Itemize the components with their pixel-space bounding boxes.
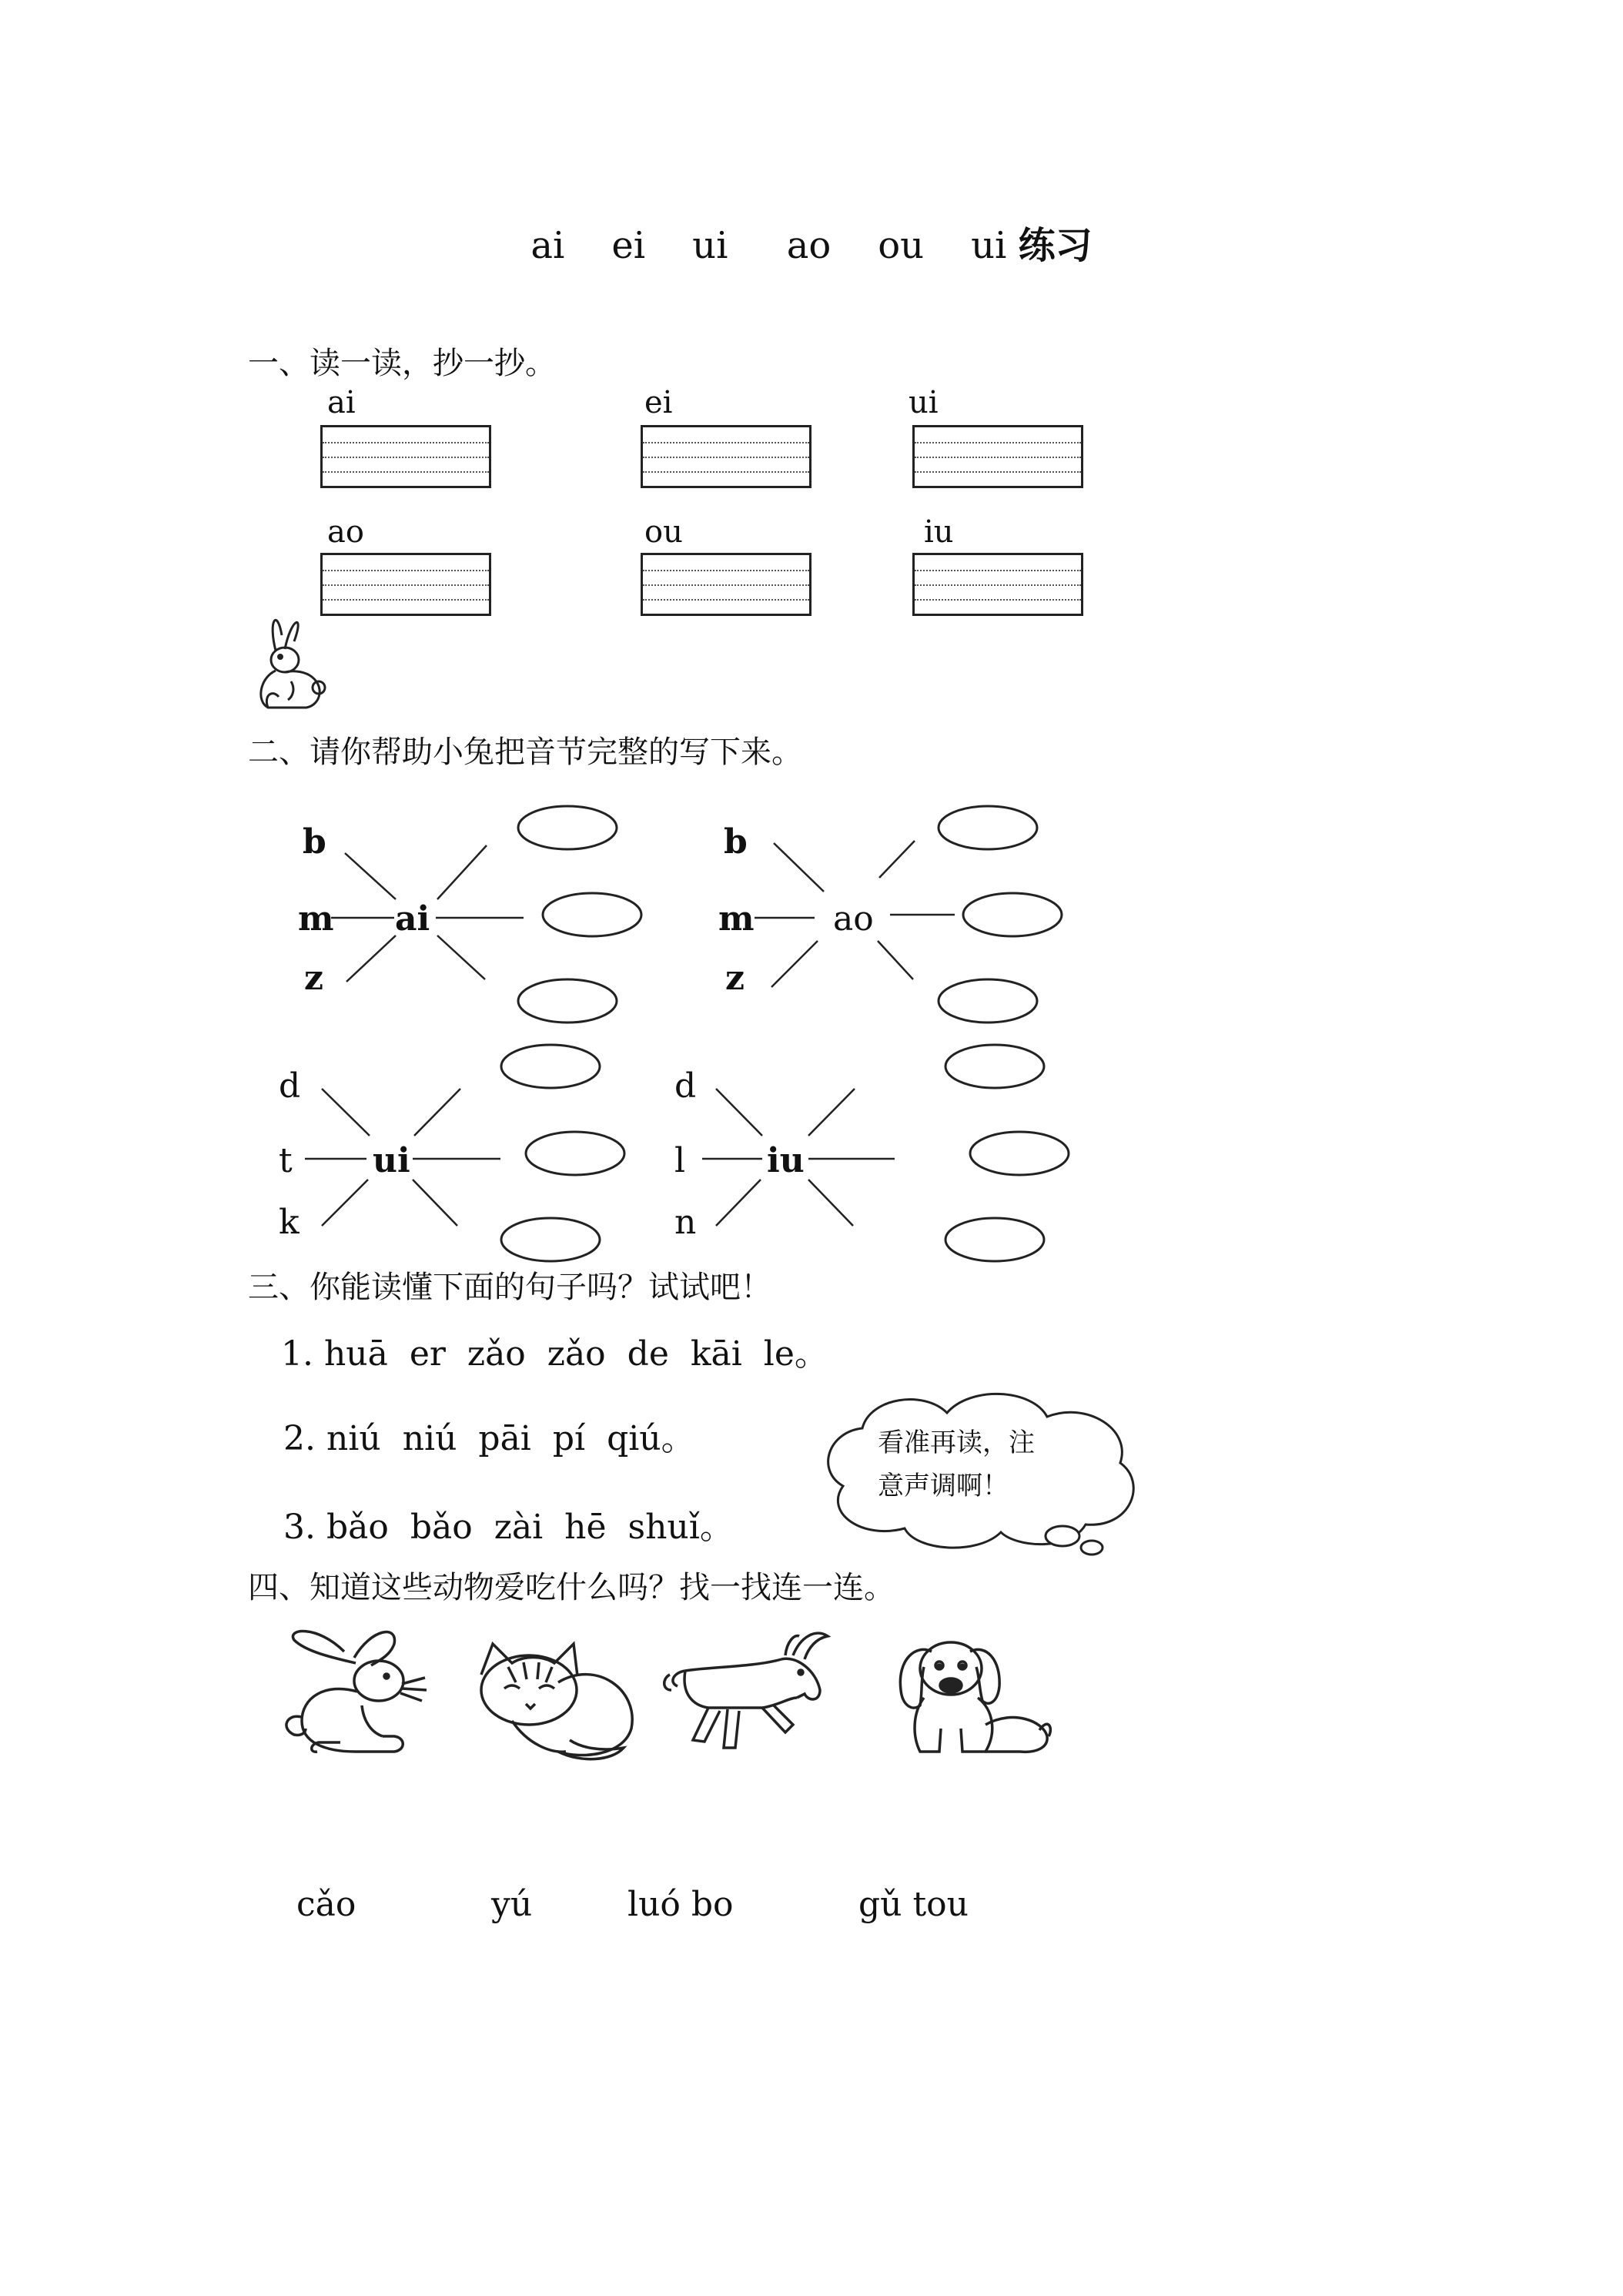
star1-oval-2 (543, 893, 641, 936)
star3-center: ui (373, 1141, 410, 1180)
food-word-3[interactable]: luó bo (627, 1885, 734, 1924)
star2-oval-2 (963, 893, 1062, 936)
section-1-heading: 一、读一读，抄一抄。 (248, 346, 556, 381)
star4-line-up (808, 1089, 855, 1136)
star2-line-b (774, 843, 824, 892)
star2-initial-1: b (724, 822, 748, 862)
dog-icon[interactable] (878, 1621, 1055, 1759)
star3-oval-1 (501, 1045, 600, 1088)
star3-line-k (322, 1180, 368, 1226)
sentence-2: 2. niú niú pāi pí qiú。 (283, 1419, 695, 1458)
star4-line-down (808, 1180, 853, 1226)
star2-center: ao (833, 899, 874, 939)
star4-initial-1: d (674, 1066, 697, 1106)
food-word-1[interactable]: cǎo (296, 1885, 356, 1924)
star3-oval-2 (526, 1132, 624, 1175)
star2-initial-3: z (725, 959, 745, 998)
section-2-heading: 二、请你帮助小兔把音节完整的写下来。 (248, 735, 802, 770)
star1-oval-1 (518, 806, 617, 849)
star2-initial-2: m (718, 899, 755, 939)
star3-initial-3: k (279, 1203, 300, 1242)
star1-line-up (437, 845, 487, 899)
title-chinese: 练习 (1018, 224, 1093, 267)
star3-line-up (414, 1089, 460, 1136)
star4-oval-3 (945, 1218, 1044, 1261)
star1-oval-3 (518, 979, 617, 1022)
sentence-1: 1. huā er zǎo zǎo de kāi le。 (281, 1334, 828, 1374)
star4-oval-2 (970, 1132, 1069, 1175)
title-pinyin: ai ei ui ao ou ui (530, 224, 1019, 267)
star3-line-d (322, 1089, 370, 1136)
star1-line-z (346, 935, 396, 982)
bubble-line-1: 看准再读，注 (878, 1427, 1035, 1458)
star1-initial-2: m (298, 899, 334, 939)
star4-initial-2: l (674, 1141, 686, 1180)
star1-center: ai (395, 899, 430, 939)
copy-label-ao: ao (327, 514, 364, 550)
copy-label-iu: iu (924, 514, 954, 550)
star4-oval-1 (945, 1045, 1044, 1088)
section-3-heading: 三、你能读懂下面的句子吗？试试吧！ (248, 1270, 771, 1305)
star2-line-z (771, 941, 818, 987)
star3-initial-2: t (279, 1141, 293, 1180)
copy-label-ou: ou (644, 514, 683, 550)
rabbit-icon[interactable] (271, 1621, 433, 1759)
star1-initial-3: z (304, 959, 323, 998)
star4-line-d (716, 1089, 762, 1136)
star4-center: iu (767, 1141, 805, 1180)
copy-label-ai: ai (327, 385, 356, 420)
sentence-3: 3. bǎo bǎo zài hē shuǐ。 (283, 1508, 734, 1547)
section-4-heading: 四、知道这些动物爱吃什么吗？找一找连一连。 (248, 1570, 895, 1605)
star2-line-down (878, 941, 913, 979)
star1-line-down (437, 935, 485, 979)
star2-oval-1 (939, 806, 1037, 849)
food-word-2[interactable]: yú (491, 1885, 533, 1924)
star1-initial-1: b (303, 822, 326, 862)
goat-icon[interactable] (662, 1625, 839, 1759)
bubble-line-2: 意声调啊！ (878, 1471, 1009, 1501)
star2-oval-3 (939, 979, 1037, 1022)
star2-line-up (879, 841, 915, 878)
star4-initial-3: n (674, 1203, 697, 1242)
star1-line-b (345, 853, 396, 899)
star4-line-n (716, 1180, 761, 1226)
food-word-4[interactable]: gǔ tou (858, 1885, 969, 1924)
star3-initial-1: d (279, 1066, 301, 1106)
cat-icon[interactable] (466, 1628, 643, 1763)
copy-label-ui: ui (909, 385, 939, 420)
copy-label-ei: ei (644, 385, 673, 420)
star3-line-down (413, 1180, 457, 1226)
star3-oval-3 (501, 1218, 600, 1261)
